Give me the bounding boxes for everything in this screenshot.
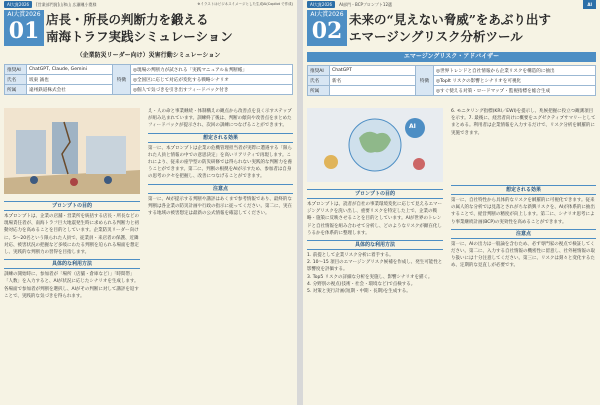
section-heading: プロンプトの目的 [307, 189, 443, 199]
ai-risk-illustration [307, 108, 443, 182]
feature-item: ◎個人で気づきを引き出すフィードバック付き [131, 85, 293, 95]
features-label: 特徴 [113, 65, 131, 95]
left-page [0, 0, 297, 405]
info-value [330, 86, 416, 96]
list-item: 5. 対策と実行計画(短期・中期・長期)を生成する。 [307, 289, 411, 295]
body-paragraph: 訓練の開始時に、参加者が「場所（店舗・倉庫など）」「時間帯」「人数」を入力すると、AIが状況に応じたシナリオを生成します。各場面で参加者が判断を選択し、AIがその判断に対して講評を返すことで、実践的な気づきを得られます。 [4, 272, 139, 299]
page-header [4, 0, 293, 9]
list-item: 2. 10〜15 項目のエマージングリスク候補を作成し、発生可能性と影響度を評価する。 [307, 260, 443, 273]
info-value: 坂東 誠也 [27, 75, 113, 85]
info-value: 新名 [330, 76, 416, 86]
header-sub: ※イラストはビジネスイメージとした生成AI(Copilot で作成) [197, 2, 293, 6]
right-page [303, 0, 600, 405]
article-subtitle: （企業防災リーダー向け）災害行動シミュレーション [76, 52, 221, 59]
info-value: 遠州鉄道株式会社 [27, 85, 113, 95]
info-key: 氏名 [5, 75, 27, 85]
info-key: 推奨AI [308, 66, 330, 76]
badge-label: AI大賞2026 [310, 11, 344, 18]
info-value: ChatGPT [330, 66, 416, 76]
header-tag: AI大賞2026 [307, 1, 335, 8]
list-item: 4. 分野別の視点(技術・社会・環境など)で点検する。 [307, 281, 416, 287]
column-left [307, 186, 443, 402]
section-heading: 想定される効果 [451, 185, 596, 195]
section-heading: 注意点 [451, 229, 596, 239]
badge-number: 02 [311, 18, 343, 44]
info-table [307, 65, 596, 96]
section-heading: プロンプトの目的 [4, 201, 140, 211]
column-right-top [451, 108, 596, 178]
page-header [307, 0, 596, 9]
feature-item: ◎世界トレンドと自社情報から企業リスクを構造的に抽出 [434, 66, 596, 76]
header-text: [営業部門賞]山和山 広瀬颯小寛様 [36, 2, 97, 7]
column-right [451, 182, 596, 402]
feature-item: ◎現場の判断力が試される「実践マニュアル＆判断帳」 [131, 65, 293, 75]
section-heading: 注意点 [148, 184, 293, 194]
header-tag: AI大賞2026 [4, 1, 32, 8]
features-label: 特徴 [416, 66, 434, 96]
feature-item: ◎全国区に応じて対応が変化する戦略シナリオ [131, 75, 293, 85]
info-table [4, 64, 293, 95]
body-paragraph: 第一に、自社特性から具体的なリスクを網羅的に可視化できます。従来の属人的な分析では見落とされがちな新興リスクを、AIが体系的に抽出することで、経営判断の精度が向上します。第二に、シナリオ思考により事業継続計画(BCP)の実効性を高めることができます。 [451, 198, 595, 225]
list-item: 1. 前提として企業リスク分析に着手する。 [307, 253, 394, 259]
body-paragraph: 6. モニタリング指標(KRI／EWI)を提示し、兆候把握に役立つ観測項目を示す。7. 最後に、経営者向けに概要をエグゼクティブサマリーとしてまとめる。利用者は企業情報を入力するだけで、リスク分析を網羅的に実施できます。 [451, 109, 596, 136]
info-key: 所属 [308, 86, 330, 96]
info-key: 推奨AI [5, 65, 27, 75]
section-heading: 想定される効果 [148, 133, 293, 143]
article-number-badge [307, 10, 347, 46]
header-text: AI部門・BCPプロンプト12選 [339, 2, 392, 7]
info-value: ChatGPT, Claude, Gemini [27, 65, 113, 75]
body-paragraph: 第一に、AIの出力は一般論を含むため、必ず専門家の視点で検証してください。第二に、入力する自社情報の機密性に留意し、社外秘情報の取り扱いには十分注意してください。第三に、リスクは刻々と変化するため、定期的な見直しが必要です。 [451, 241, 595, 269]
feature-item: ◎すぐ使える対策・ロードマップ・監視指標を総合生成 [434, 86, 596, 96]
list-item: 3. Top5 リスクの詳細な分析を実施し、影響シナリオを描く。 [307, 274, 433, 280]
body-paragraph: 第一に、本プロンプトは企業の危機管理担当者が実際に遭遇する「限られた人員と情報の中での意思決定」を高いリアリティで再現します。これにより、従来の座学型の防災研修では得られない実践的な判断力を養うことができます。第二に、判断の根拠をAIが示すため、参加者は自身の思考のクセを把握し、改善につなげることができます。 [148, 145, 292, 180]
title-line-1: 店長・所長の判断力を鍛える [46, 12, 209, 27]
column-right [148, 108, 293, 402]
feature-item: ◎TopIt リスクの影響とシナリオを可視化 [434, 76, 596, 86]
body-paragraph: 本プロンプトは、企業の店舗・営業所を統括する店長・所長などの現場責任者が、南海トラフ巨大地震発生時に求められる判断力と初動対応力を高めることを目的としています。企業防災リーダー向けに、5〜20名という限られた人員で、従業員・来店者の保護、近隣対応、被害状況の把握など多岐にわたる判断を迫られる場面を想定し、実践的な判断力の習得を目指します。 [4, 214, 139, 256]
title-line-2: 南海トラフ実践シミュレーション [46, 29, 233, 44]
body-paragraph: 第一に、AIが提示する判断や講評はあくまで参考情報であり、最終的な判断は各企業の防災計画や行政の指示に従ってください。第二に、実在する地域の被害想定は最新の公式情報を確認してください。 [148, 196, 292, 217]
tool-name-band: エマージングリスク・アドバイザー [307, 52, 596, 62]
title-line-2: エマージングリスク分析ツール [349, 29, 523, 44]
body-paragraph: え・人の命と事業継続・体制構えの観点から改善点を良く示すステップが組み込まれています。訓練終了後は、判断の傾向や改善点をまとめたフィードバックが提示され、次回の訓練につなげることができます。 [148, 109, 292, 129]
column-left [4, 198, 140, 402]
earthquake-illustration [4, 108, 140, 194]
body-paragraph: 本プロンプトは、読者が自社の事業環境変化に応じて見えるエマージングリスクを洗い出し、重要リスクを特定した上で、企業の戦略・施策に反映させることを目的としています。AIが世界のトレンドと自社情報を組み合わせて分析し、どのようなリスクが顕在化しうるかを体系的に整理します。 [307, 202, 442, 236]
ai-label: AI [409, 123, 416, 130]
section-heading: 具体的な利用方法 [307, 240, 443, 250]
header-brand: AI [583, 0, 596, 9]
info-key: 所属 [5, 85, 27, 95]
article-title [46, 11, 293, 45]
article-number-badge [4, 10, 44, 46]
badge-number: 01 [8, 18, 40, 44]
title-line-1: 未来の“見えない脅威”をあぶり出す [349, 12, 551, 27]
section-heading: 具体的な利用方法 [4, 259, 140, 269]
badge-label: AI大賞2026 [7, 11, 41, 18]
info-key: 氏名 [308, 76, 330, 86]
article-title [349, 11, 596, 45]
